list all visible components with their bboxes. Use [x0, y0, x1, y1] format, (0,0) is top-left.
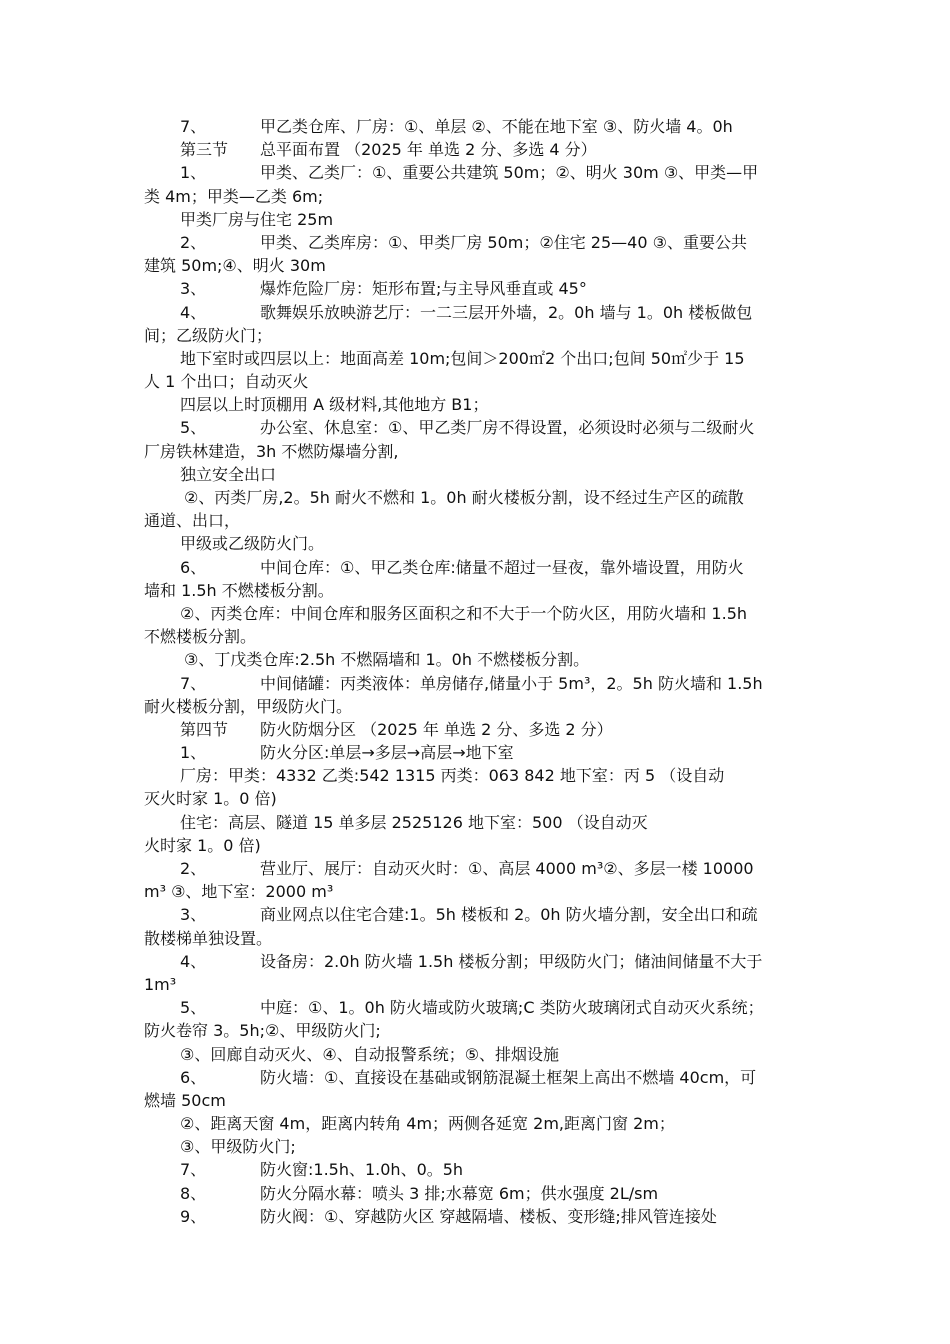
item-number: 4、	[180, 951, 207, 971]
line-text: 独立安全出口	[180, 464, 277, 484]
line-text: 类 4m；甲类—乙类 6m;	[144, 186, 324, 206]
section-number: 第四节	[180, 719, 229, 739]
section-heading	[144, 138, 810, 161]
line-text: 防火窗:1.5h、1.0h、0。5h	[260, 1160, 464, 1180]
item-number: 5、	[180, 998, 207, 1018]
item-number: 8、	[180, 1183, 207, 1203]
section-number: 第三节	[180, 140, 229, 160]
line-text: 中间储罐：丙类液体：单房储存,储量小于 5m³，2。5h 防火墙和 1.5h	[260, 673, 763, 693]
line-text: 建筑 50m;④、明火 30m	[144, 256, 326, 276]
line-text: 中庭：①、1。0h 防火墙或防火玻璃;C 类防火玻璃闭式自动灭火系统；	[260, 998, 764, 1018]
line-text: 火时家 1。0 倍)	[144, 835, 261, 855]
text-line	[144, 857, 810, 880]
item-number: 3、	[180, 905, 207, 925]
text-line	[144, 277, 810, 300]
item-number: 1、	[180, 743, 207, 763]
text-line	[144, 741, 810, 764]
line-text: ③、甲级防火门;	[180, 1137, 296, 1157]
text-line	[144, 347, 810, 370]
text-line	[144, 370, 810, 393]
line-text: 地下室时或四层以上：地面高差 10m;包间＞200㎡2 个出口;包间 50㎡少于 15	[180, 348, 745, 368]
line-text: ③、回廊自动灭火、④、自动报警系统；⑤、排烟设施	[180, 1044, 560, 1064]
text-line	[144, 834, 810, 857]
text-line	[144, 950, 810, 973]
line-text: ③、丁戊类仓库:2.5h 不燃隔墙和 1。0h 不燃楼板分割。	[184, 650, 590, 670]
line-text: 耐火楼板分割，甲级防火门。	[144, 696, 353, 716]
text-line	[144, 556, 810, 579]
line-text: 歌舞娱乐放映游艺厅：一二三层开外墙，2。0h 墙与 1。0h 楼板做包	[260, 302, 753, 322]
text-line	[144, 161, 810, 184]
line-text: 甲级或乙级防火门。	[180, 534, 325, 554]
item-number: 7、	[180, 1160, 207, 1180]
text-line	[144, 927, 810, 950]
text-line	[144, 440, 810, 463]
line-text: 防火卷帘 3。5h;②、甲级防火门;	[144, 1021, 381, 1041]
item-number: 1、	[180, 163, 207, 183]
line-text: 通道、出口，	[144, 511, 241, 531]
text-line	[144, 695, 810, 718]
text-line	[144, 532, 810, 555]
line-text: 设备房：2.0h 防火墙 1.5h 楼板分割；甲级防火门；储油间储量不大于	[260, 951, 763, 971]
line-text: ②、丙类厂房,2。5h 耐火不燃和 1。0h 耐火楼板分割，设不经过生产区的疏散	[184, 488, 744, 507]
text-line	[144, 1019, 810, 1042]
text-line	[144, 1066, 810, 1089]
line-text: 四层以上时顶棚用 A 级材料,其他地方 B1；	[180, 395, 489, 415]
line-text: 甲类厂房与住宅 25m	[180, 209, 334, 229]
text-line	[144, 1135, 810, 1158]
item-number: 7、	[180, 673, 207, 693]
text-line	[144, 764, 810, 787]
item-number: 7、	[180, 117, 207, 136]
text-line	[144, 625, 810, 648]
line-text: 防火墙：①、直接设在基础或钢筋混凝土框架上高出不燃墙 40cm，可	[260, 1067, 757, 1087]
text-line	[144, 115, 810, 138]
text-line	[144, 996, 810, 1019]
text-line	[144, 1089, 810, 1112]
text-line	[144, 509, 810, 532]
text-line	[144, 324, 810, 347]
line-text: 人 1 个出口；自动灭火	[144, 372, 309, 392]
line-text: ②、丙类仓库：中间仓库和服务区面积之和不大于一个防火区，用防火墙和 1.5h	[180, 603, 748, 623]
item-number: 5、	[180, 418, 207, 438]
line-text: 住宅：高层、隧道 15 单多层 2525126 地下室：500 （设自动灭	[180, 812, 648, 832]
item-number: 6、	[180, 1067, 207, 1087]
line-text: 商业网点以住宅合建:1。5h 楼板和 2。0h 防火墙分割，安全出口和疏	[260, 905, 758, 925]
text-line	[144, 185, 810, 208]
line-text: 厂房：甲类：4332 乙类:542 1315 丙类：063 842 地下室：丙 5 （设自动	[180, 766, 725, 786]
text-line	[144, 811, 810, 834]
text-line	[144, 208, 810, 231]
line-text: 厂房铁林建造，3h 不燃防爆墙分割,	[144, 441, 399, 461]
line-text: ②、距离天窗 4m，距离内转角 4m；两侧各延宽 2m,距离门窗 2m；	[180, 1114, 675, 1134]
line-text: m³ ③、地下室：2000 m³	[144, 882, 334, 902]
line-text: 防火分区:单层→多层→高层→地下室	[260, 743, 514, 763]
line-text: 防火分隔水幕：喷头 3 排;水幕宽 6m；供水强度 2L/sm	[260, 1183, 659, 1203]
text-line	[144, 463, 810, 486]
text-line	[144, 254, 810, 277]
text-line	[144, 579, 810, 602]
item-number: 6、	[180, 557, 207, 577]
line-text: 1m³	[144, 974, 177, 994]
text-line	[144, 416, 810, 439]
line-text: 营业厅、展厅：自动灭火时：①、高层 4000 m³②、多层一楼 10000	[260, 859, 754, 878]
text-line	[144, 648, 810, 671]
text-line	[144, 973, 810, 996]
text-line	[144, 1043, 810, 1066]
text-line	[144, 602, 810, 625]
text-line	[144, 301, 810, 324]
line-text: 燃墙 50cm	[144, 1090, 226, 1110]
text-line	[144, 393, 810, 416]
line-text: 散楼梯单独设置。	[144, 928, 273, 948]
text-line	[144, 787, 810, 810]
text-line	[144, 1112, 810, 1135]
line-text: 墙和 1.5h 不燃楼板分割。	[144, 580, 334, 600]
text-line	[144, 672, 810, 695]
text-line	[144, 880, 810, 903]
line-text: 甲类、乙类库房：①、甲类厂房 50m；②住宅 25—40 ③、重要公共	[260, 232, 747, 252]
text-line	[144, 486, 810, 509]
line-text: 不燃楼板分割。	[144, 627, 257, 647]
document-body	[144, 115, 810, 1228]
line-text: 灭火时家 1。0 倍)	[144, 789, 277, 809]
line-text: 爆炸危险厂房：矩形布置;与主导风垂直或 45°	[260, 279, 587, 299]
text-line	[144, 903, 810, 926]
line-text: 防火阀：①、穿越防火区 穿越隔墙、楼板、变形缝;排风管连接处	[260, 1206, 717, 1226]
line-text: 办公室、休息室：①、甲乙类厂房不得设置，必须设时必须与二级耐火	[260, 418, 755, 438]
item-number: 9、	[180, 1206, 207, 1226]
line-text: 间；乙级防火门；	[144, 325, 273, 345]
item-number: 2、	[180, 859, 207, 878]
text-line	[144, 1182, 810, 1205]
text-line	[144, 231, 810, 254]
item-number: 2、	[180, 232, 207, 252]
text-line	[144, 1205, 810, 1228]
section-title: 总平面布置 （2025 年 单选 2 分、多选 4 分）	[260, 140, 597, 160]
line-text: 甲类、乙类厂：①、重要公共建筑 50m；②、明火 30m ③、甲类—甲	[260, 163, 759, 183]
item-number: 4、	[180, 302, 207, 322]
line-text: 甲乙类仓库、厂房：①、单层 ②、不能在地下室 ③、防火墙 4。0h	[260, 117, 733, 136]
item-number: 3、	[180, 279, 207, 299]
section-heading	[144, 718, 810, 741]
text-line	[144, 1158, 810, 1181]
line-text: 中间仓库：①、甲乙类仓库:储量不超过一昼夜，靠外墙设置，用防火	[260, 557, 744, 577]
section-title: 防火防烟分区 （2025 年 单选 2 分、多选 2 分）	[260, 719, 613, 739]
